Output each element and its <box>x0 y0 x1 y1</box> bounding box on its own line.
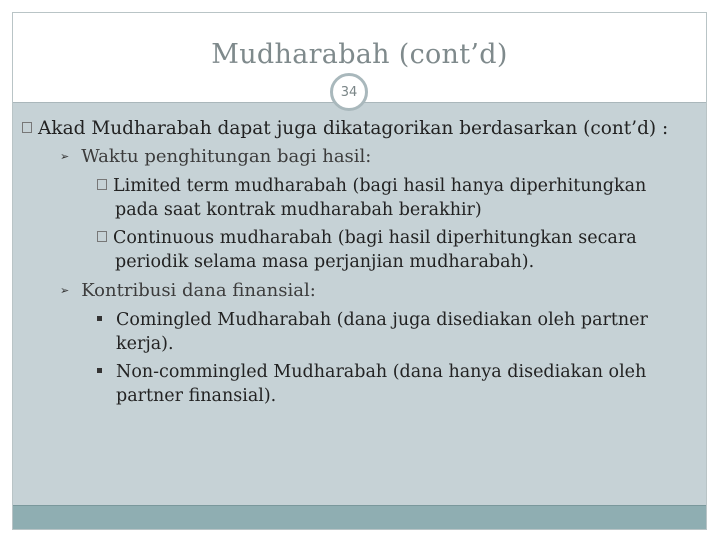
arrow-bullet-icon: ➢ <box>60 284 70 297</box>
arrow-bullet-icon: ➢ <box>60 150 70 163</box>
section-heading <box>60 146 720 167</box>
list-item <box>97 176 720 196</box>
footer-band <box>13 505 706 529</box>
box-bullet-icon <box>97 179 107 190</box>
square-bullet-icon <box>97 368 102 373</box>
list-item <box>97 228 720 248</box>
list-item-continuation: pada saat kontrak mudharabah berakhir) <box>115 200 482 220</box>
list-item-text: Continuous mudharabah (bagi hasil diperhitungkan secara <box>113 228 637 248</box>
list-item-continuation: periodik selama masa perjanjian mudharabah). <box>115 252 535 272</box>
section-heading <box>60 280 720 301</box>
section-heading-text: Waktu penghitungan bagi hasil: <box>81 146 372 167</box>
list-item-continuation: kerja). <box>116 334 174 354</box>
section-heading-text: Kontribusi dana finansial: <box>81 280 316 301</box>
square-bullet-icon <box>97 316 102 321</box>
list-item-text: Comingled Mudharabah (dana juga disediakan oleh partner <box>116 310 648 330</box>
list-item-continuation: partner finansial). <box>116 386 277 406</box>
slide-title: Mudharabah (cont’d) <box>211 39 508 70</box>
level1-text: Akad Mudharabah dapat juga dikatagorikan berdasarkan (cont’d) : <box>38 118 669 139</box>
list-item <box>97 310 720 330</box>
list-item-text: Non-commingled Mudharabah (dana hanya disediakan oleh <box>116 362 647 382</box>
box-bullet-icon <box>22 122 32 133</box>
level1-item <box>22 118 720 139</box>
list-item-text: Limited term mudharabah (bagi hasil hanya diperhitungkan <box>113 176 647 196</box>
box-bullet-icon <box>97 231 107 242</box>
list-item <box>97 362 720 382</box>
page-number-badge: 34 <box>330 73 368 111</box>
